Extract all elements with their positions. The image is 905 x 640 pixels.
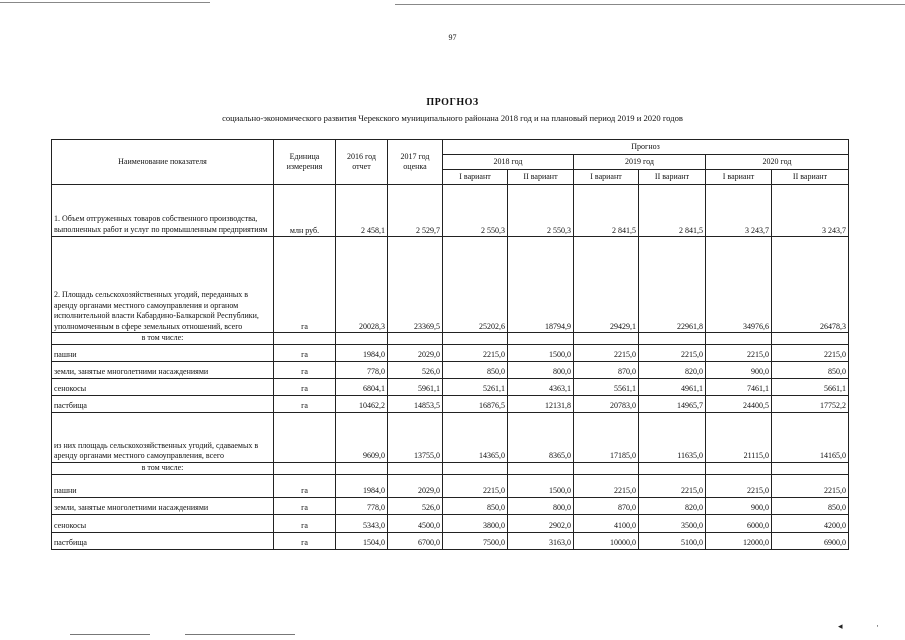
cell-value: 526,0 — [388, 361, 443, 378]
cell-value: 26478,3 — [772, 237, 849, 333]
cell-value: 4961,1 — [639, 378, 706, 395]
cell-value: 526,0 — [388, 497, 443, 514]
cell-value: 4363,1 — [508, 378, 574, 395]
row-label: сенокосы — [52, 378, 274, 395]
row-unit: млн руб. — [274, 185, 336, 237]
cell-value: 1984,0 — [336, 344, 388, 361]
header-2019-v2: II вариант — [639, 170, 706, 185]
table-row — [52, 237, 849, 333]
cell-value: 1500,0 — [508, 344, 574, 361]
cell-value: 5100,0 — [639, 532, 706, 549]
row-label: пастбища — [52, 532, 274, 549]
cell-value: 5561,1 — [574, 378, 639, 395]
table-row — [52, 378, 849, 395]
cell-value: 820,0 — [639, 497, 706, 514]
row-label: земли, занятые многолетними насаждениями — [52, 497, 274, 514]
row-label: 2. Площадь сельскохозяйственных угодий, переданных в аренду органами местного самоуправления и органом исполнительной власти Кабардино-Балкарской Республики, уполномоченным в сфере земельных отношений, всего — [52, 237, 274, 333]
cell-value: 13755,0 — [388, 412, 443, 462]
row-unit: га — [274, 344, 336, 361]
header-forecast: Прогноз — [443, 140, 849, 155]
cell-value: 6700,0 — [388, 532, 443, 549]
cell-value: 1984,0 — [336, 474, 388, 497]
row-unit: га — [274, 532, 336, 549]
row-unit: га — [274, 361, 336, 378]
cell-value: 820,0 — [639, 361, 706, 378]
cell-value: 2029,0 — [388, 344, 443, 361]
document-subtitle: социально-экономического развития Черекского муниципального районана 2018 год и на плановый период 2019 и 2020 годов — [222, 113, 683, 123]
table-row — [52, 532, 849, 549]
cell-value: 16876,5 — [443, 395, 508, 412]
cell-value: 25202,6 — [443, 237, 508, 333]
table-row — [52, 361, 849, 378]
header-2019: 2019 год — [574, 155, 706, 170]
top-rule-left — [0, 2, 210, 3]
document-title: ПРОГНОЗ — [426, 97, 479, 108]
table-row — [52, 474, 849, 497]
cell-value: 3 243,7 — [772, 185, 849, 237]
cell-value: 2215,0 — [706, 344, 772, 361]
cell-value: 800,0 — [508, 361, 574, 378]
header-2018-v1: I вариант — [443, 170, 508, 185]
header-2019-v1: I вариант — [574, 170, 639, 185]
cell-value: 800,0 — [508, 497, 574, 514]
cell-value: 17752,2 — [772, 395, 849, 412]
header-2020-v2: II вариант — [772, 170, 849, 185]
cell-value: 3 243,7 — [706, 185, 772, 237]
cell-value: 2 458,1 — [336, 185, 388, 237]
cell-value: 6000,0 — [706, 514, 772, 532]
row-subheading: в том числе: — [52, 462, 274, 474]
row-unit: га — [274, 514, 336, 532]
row-label: пастбища — [52, 395, 274, 412]
table-row — [52, 412, 849, 462]
cell-value: 29429,1 — [574, 237, 639, 333]
table-row — [52, 344, 849, 361]
cell-value: 2 841,5 — [574, 185, 639, 237]
table-row — [52, 395, 849, 412]
row-label: земли, занятые многолетними насаждениями — [52, 361, 274, 378]
header-2018: 2018 год — [443, 155, 574, 170]
cell-value: 870,0 — [574, 497, 639, 514]
cell-value: 2 841,5 — [639, 185, 706, 237]
cell-value: 2215,0 — [772, 344, 849, 361]
cell-value: 5661,1 — [772, 378, 849, 395]
table-row — [52, 333, 849, 345]
cell-value: 870,0 — [574, 361, 639, 378]
cell-value: 2 529,7 — [388, 185, 443, 237]
cell-value: 3500,0 — [639, 514, 706, 532]
cell-value: 34976,6 — [706, 237, 772, 333]
cell-value: 10000,0 — [574, 532, 639, 549]
row-label: пашни — [52, 344, 274, 361]
cell-value: 14365,0 — [443, 412, 508, 462]
cell-value: 778,0 — [336, 497, 388, 514]
cell-value: 10462,2 — [336, 395, 388, 412]
cell-value: 850,0 — [772, 361, 849, 378]
header-name: Наименование показателя — [52, 140, 274, 185]
cell-value: 4200,0 — [772, 514, 849, 532]
cell-value: 1500,0 — [508, 474, 574, 497]
page-number: 97 — [448, 33, 457, 42]
header-2020: 2020 год — [706, 155, 849, 170]
row-label: пашни — [52, 474, 274, 497]
header-2017: 2017 год оценка — [388, 140, 443, 185]
cell-value: 850,0 — [772, 497, 849, 514]
cell-value: 2 550,3 — [443, 185, 508, 237]
cell-value: 8365,0 — [508, 412, 574, 462]
header-2018-v2: II вариант — [508, 170, 574, 185]
cell-value: 11635,0 — [639, 412, 706, 462]
cell-value: 22961,8 — [639, 237, 706, 333]
scan-mark: ◂ — [838, 621, 843, 631]
cell-value: 6900,0 — [772, 532, 849, 549]
cell-value: 3163,0 — [508, 532, 574, 549]
row-label: сенокосы — [52, 514, 274, 532]
cell-value: 7500,0 — [443, 532, 508, 549]
cell-value: 2215,0 — [574, 474, 639, 497]
cell-value: 1504,0 — [336, 532, 388, 549]
row-unit: га — [274, 474, 336, 497]
bottom-rule-left — [70, 634, 150, 635]
table-row — [52, 497, 849, 514]
cell-value: 2215,0 — [772, 474, 849, 497]
row-subheading: в том числе: — [52, 333, 274, 345]
scan-mark: · — [876, 621, 879, 631]
cell-value: 21115,0 — [706, 412, 772, 462]
header-unit: Единица измерения — [274, 140, 336, 185]
cell-value: 2215,0 — [639, 344, 706, 361]
table-row — [52, 462, 849, 474]
cell-value: 5961,1 — [388, 378, 443, 395]
cell-value: 20028,3 — [336, 237, 388, 333]
cell-value: 6804,1 — [336, 378, 388, 395]
cell-value: 2902,0 — [508, 514, 574, 532]
cell-value: 23369,5 — [388, 237, 443, 333]
cell-value: 2 550,3 — [508, 185, 574, 237]
table-row — [52, 514, 849, 532]
cell-value: 17185,0 — [574, 412, 639, 462]
cell-value: 2215,0 — [639, 474, 706, 497]
cell-value: 20783,0 — [574, 395, 639, 412]
cell-value: 2215,0 — [574, 344, 639, 361]
cell-value: 850,0 — [443, 497, 508, 514]
cell-value: 14965,7 — [639, 395, 706, 412]
cell-value: 18794,9 — [508, 237, 574, 333]
top-rule-right — [395, 4, 905, 5]
cell-value: 7461,1 — [706, 378, 772, 395]
cell-value: 12000,0 — [706, 532, 772, 549]
row-unit: га — [274, 497, 336, 514]
cell-value: 24400,5 — [706, 395, 772, 412]
bottom-rule-right — [185, 634, 295, 635]
cell-value: 5261,1 — [443, 378, 508, 395]
row-label: из них площадь сельскохозяйственных угодий, сдаваемых в аренду органами местного самоуправления, всего — [52, 412, 274, 462]
cell-value: 4500,0 — [388, 514, 443, 532]
cell-value: 12131,8 — [508, 395, 574, 412]
cell-value: 5343,0 — [336, 514, 388, 532]
cell-value: 2215,0 — [443, 474, 508, 497]
cell-value: 2029,0 — [388, 474, 443, 497]
table-row — [52, 185, 849, 237]
row-label: 1. Объем отгруженных товаров собственного производства, выполненных работ и услуг по промышленным предприятиям — [52, 185, 274, 237]
cell-value: 2215,0 — [443, 344, 508, 361]
cell-value: 4100,0 — [574, 514, 639, 532]
cell-value: 2215,0 — [706, 474, 772, 497]
header-2020-v1: I вариант — [706, 170, 772, 185]
cell-value: 900,0 — [706, 361, 772, 378]
cell-value: 9609,0 — [336, 412, 388, 462]
row-unit: га — [274, 395, 336, 412]
header-2016: 2016 год отчет — [336, 140, 388, 185]
forecast-table — [51, 139, 849, 550]
cell-value: 900,0 — [706, 497, 772, 514]
cell-value: 14853,5 — [388, 395, 443, 412]
cell-value: 14165,0 — [772, 412, 849, 462]
row-unit — [274, 412, 336, 462]
row-unit: га — [274, 237, 336, 333]
row-unit: га — [274, 378, 336, 395]
cell-value: 3800,0 — [443, 514, 508, 532]
cell-value: 850,0 — [443, 361, 508, 378]
cell-value: 778,0 — [336, 361, 388, 378]
